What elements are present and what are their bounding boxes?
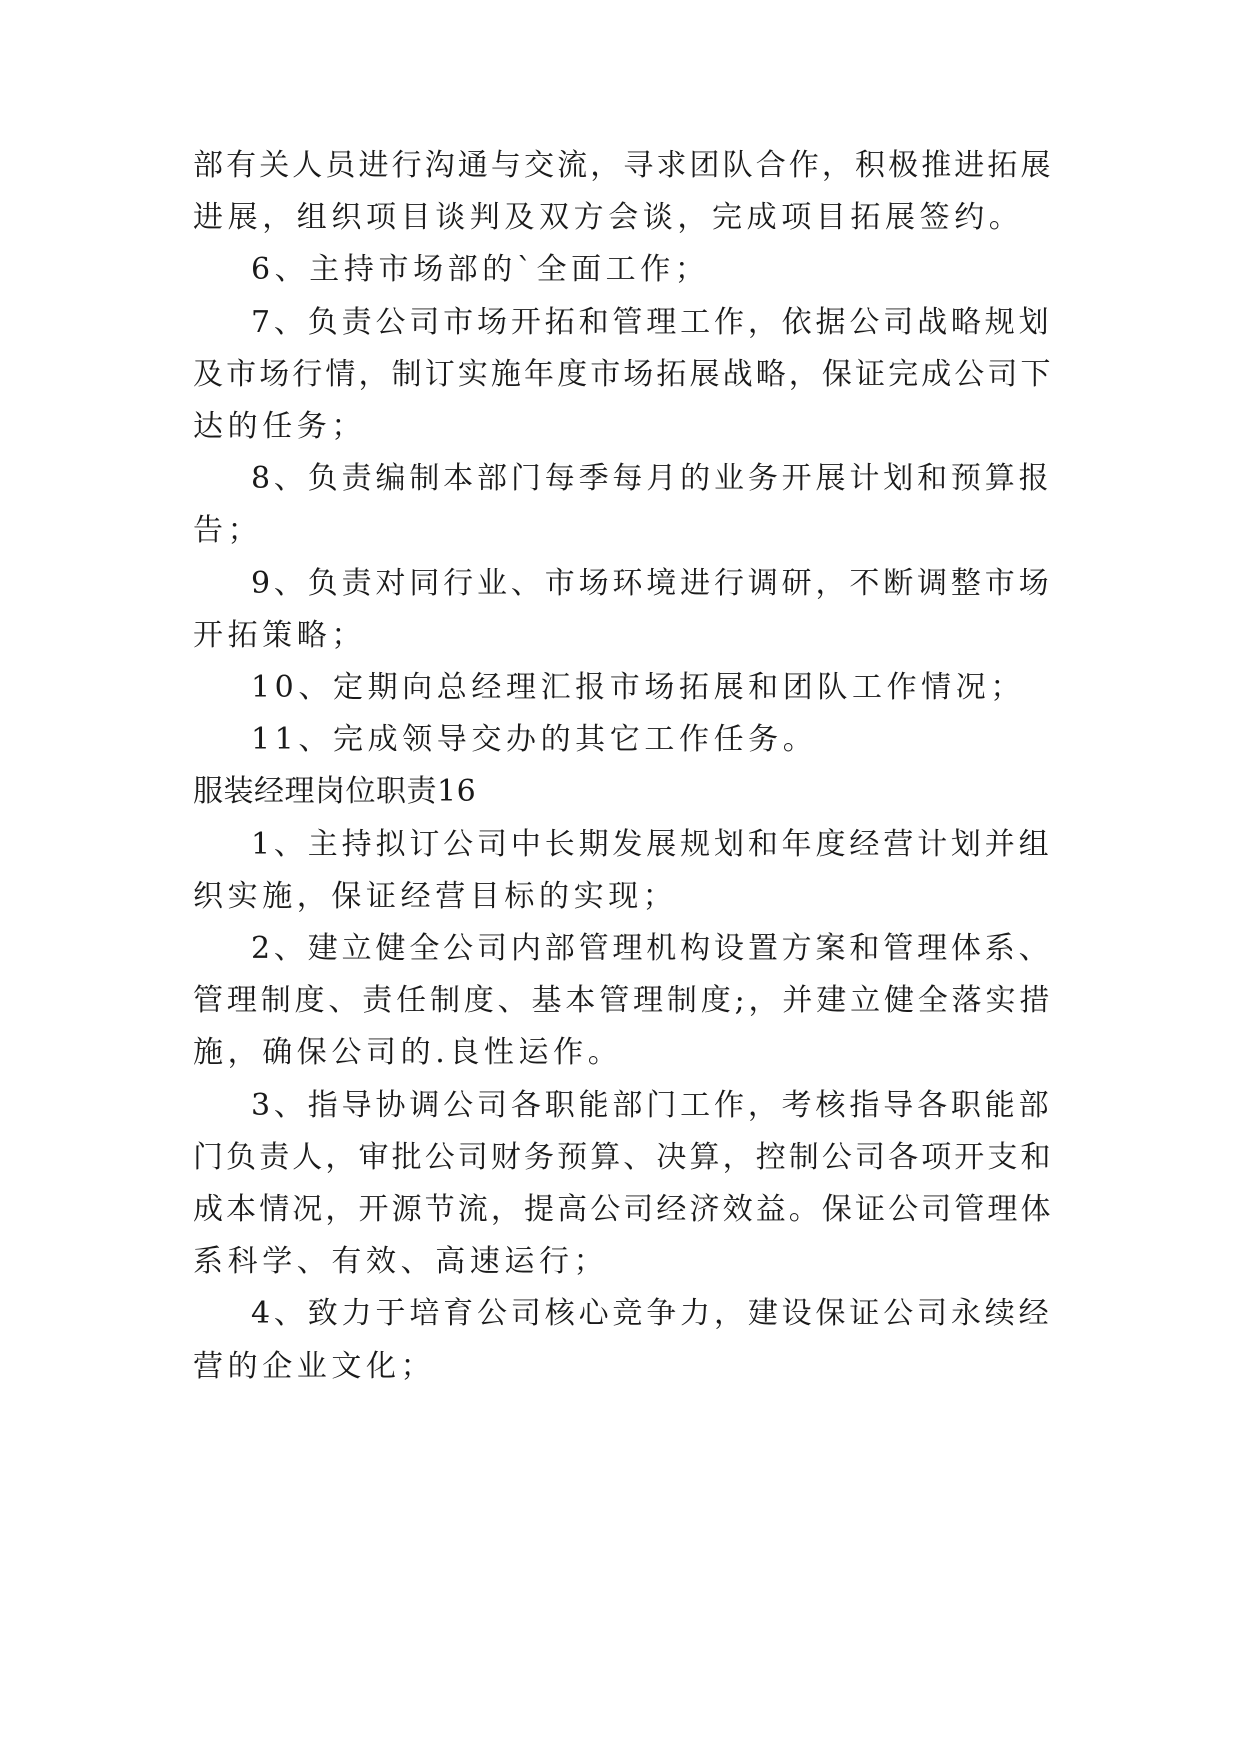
text-line: 管理制度、责任制度、基本管理制度;，并建立健全落实措 <box>193 983 1054 1018</box>
list-item: 1、主持拟订公司中长期发展规划和年度经营计划并组 <box>251 827 1053 862</box>
text-line: 告； <box>193 513 263 548</box>
list-item: 3、指导协调公司各职能部门工作，考核指导各职能部 <box>251 1088 1053 1123</box>
list-item: 4、致力于培育公司核心竞争力，建设保证公司永续经 <box>251 1296 1053 1331</box>
text-line: 达的任务； <box>193 409 366 444</box>
list-item: 9、负责对同行业、市场环境进行调研，不断调整市场 <box>251 566 1053 601</box>
text-line: 部有关人员进行沟通与交流，寻求团队合作，积极推进拓展 <box>193 148 1054 183</box>
text-line: 进展，组织项目谈判及双方会谈，完成项目拓展签约。 <box>193 200 1024 235</box>
list-item: 8、负责编制本部门每季每月的业务开展计划和预算报 <box>251 461 1053 496</box>
section-heading: 服装经理岗位职责16 <box>193 774 477 809</box>
list-item: 6、主持市场部的`全面工作； <box>251 252 710 287</box>
text-line: 织实施，保证经营目标的实现； <box>193 879 678 914</box>
list-item: 11、完成领导交办的其它工作任务。 <box>251 722 818 757</box>
text-line: 施，确保公司的.良性运作。 <box>193 1035 623 1070</box>
list-item: 2、建立健全公司内部管理机构设置方案和管理体系、 <box>251 931 1053 966</box>
text-line: 成本情况，开源节流，提高公司经济效益。保证公司管理体 <box>193 1192 1054 1227</box>
text-line: 营的企业文化； <box>193 1349 436 1384</box>
text-line: 及市场行情，制订实施年度市场拓展战略，保证完成公司下 <box>193 357 1054 392</box>
text-line: 开拓策略； <box>193 618 366 653</box>
list-item: 7、负责公司市场开拓和管理工作，依据公司战略规划 <box>251 305 1053 340</box>
text-line: 系科学、有效、高速运行； <box>193 1244 609 1279</box>
list-item: 10、定期向总经理汇报市场拓展和团队工作情况； <box>251 670 1025 705</box>
text-line: 门负责人，审批公司财务预算、决算，控制公司各项开支和 <box>193 1140 1054 1175</box>
